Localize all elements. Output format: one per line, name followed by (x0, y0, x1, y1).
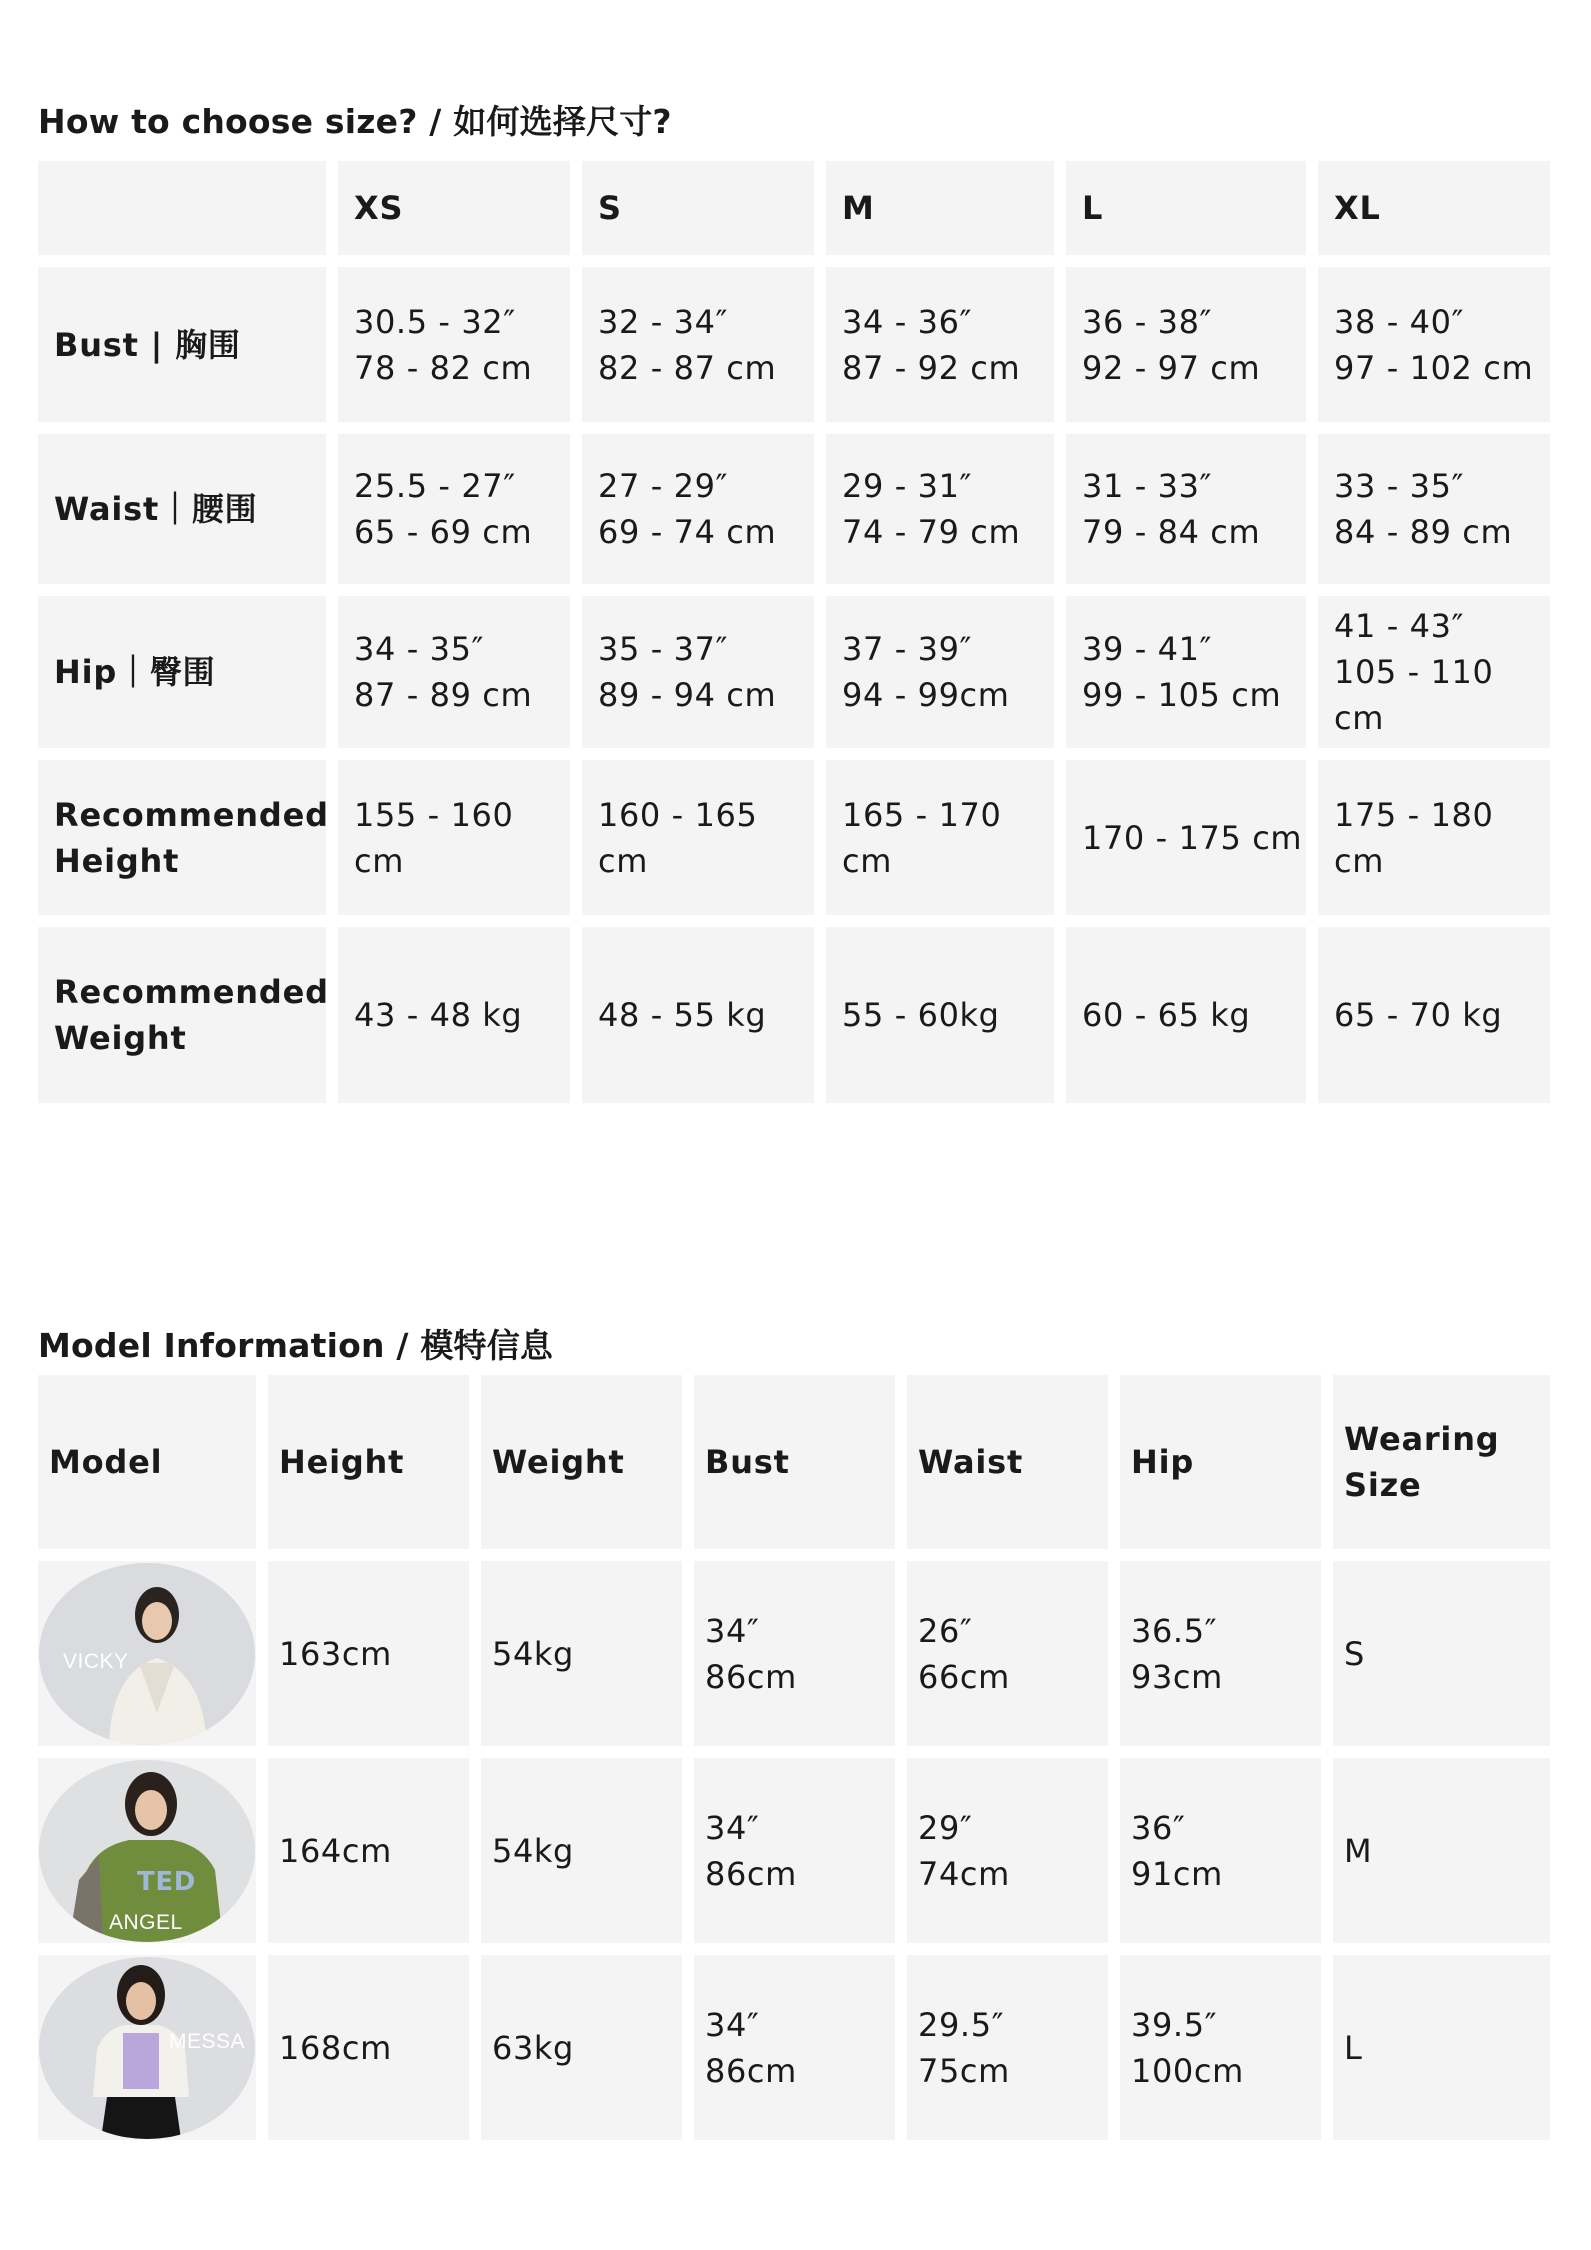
size-guide-corner-cell (38, 161, 326, 255)
model-photo-cell-angel (38, 1758, 256, 1943)
height-xs-cell: 155 - 160 cm (338, 760, 570, 915)
vicky-bust-cell: 34″ 86cm (694, 1561, 895, 1746)
angel-waist-cell: 29″ 74cm (907, 1758, 1108, 1943)
height-xl-cell: 175 - 180 cm (1318, 760, 1550, 915)
waist-xs-cell: 25.5 - 27″ 65 - 69 cm (338, 434, 570, 584)
model-photo-messa (39, 1957, 255, 2139)
height-m-cell: 165 - 170 cm (826, 760, 1054, 915)
model-info-title: Model Information / 模特信息 (38, 1326, 554, 1365)
hip-xs-cell: 34 - 35″ 87 - 89 cm (338, 596, 570, 748)
svg-text:TED: TED (137, 1866, 196, 1897)
row-label-bust: Bust | 胸围 (38, 267, 326, 422)
height-l-cell: 170 - 175 cm (1066, 760, 1306, 915)
messa-waist-cell: 29.5″ 75cm (907, 1955, 1108, 2140)
model-header-height: Height (268, 1375, 469, 1549)
angel-hip-cell: 36″ 91cm (1120, 1758, 1321, 1943)
row-label-hip: Hip｜臀围 (38, 596, 326, 748)
angel-weight-cell: 54kg (481, 1758, 682, 1943)
weight-s-cell: 48 - 55 kg (582, 927, 814, 1103)
weight-l-cell: 60 - 65 kg (1066, 927, 1306, 1103)
hip-s-cell: 35 - 37″ 89 - 94 cm (582, 596, 814, 748)
row-label-waist: Waist｜腰围 (38, 434, 326, 584)
model-header-model: Model (38, 1375, 256, 1549)
model-name-vicky: VICKY (63, 1649, 129, 1673)
model-photo-cell-messa (38, 1955, 256, 2140)
model-header-waist: Waist (907, 1375, 1108, 1549)
hip-l-cell: 39 - 41″ 99 - 105 cm (1066, 596, 1306, 748)
waist-s-cell: 27 - 29″ 69 - 74 cm (582, 434, 814, 584)
model-header-bust: Bust (694, 1375, 895, 1549)
vicky-height-cell: 163cm (268, 1561, 469, 1746)
model-photo-cell-vicky (38, 1561, 256, 1746)
size-header-xs: XS (338, 161, 570, 255)
size-guide-title: How to choose size? / 如何选择尺寸? (38, 102, 672, 141)
vicky-waist-cell: 26″ 66cm (907, 1561, 1108, 1746)
waist-m-cell: 29 - 31″ 74 - 79 cm (826, 434, 1054, 584)
bust-xs-cell: 30.5 - 32″ 78 - 82 cm (338, 267, 570, 422)
model-header-weight: Weight (481, 1375, 682, 1549)
waist-l-cell: 31 - 33″ 79 - 84 cm (1066, 434, 1306, 584)
row-label-recommended-weight: Recommended Weight (38, 927, 326, 1103)
angel-bust-cell: 34″ 86cm (694, 1758, 895, 1943)
model-header-hip: Hip (1120, 1375, 1321, 1549)
messa-bust-cell: 34″ 86cm (694, 1955, 895, 2140)
model-name-messa: MESSA (169, 2029, 246, 2053)
messa-hip-cell: 39.5″ 100cm (1120, 1955, 1321, 2140)
hip-xl-cell: 41 - 43″ 105 - 110 cm (1318, 596, 1550, 748)
vicky-hip-cell: 36.5″ 93cm (1120, 1561, 1321, 1746)
messa-size-cell: L (1333, 1955, 1550, 2140)
row-label-recommended-height: Recommended Height (38, 760, 326, 915)
model-header-wearing-size: Wearing Size (1333, 1375, 1550, 1549)
model-photo-vicky (39, 1563, 255, 1745)
height-s-cell: 160 - 165 cm (582, 760, 814, 915)
size-header-s: S (582, 161, 814, 255)
hip-m-cell: 37 - 39″ 94 - 99cm (826, 596, 1054, 748)
weight-m-cell: 55 - 60kg (826, 927, 1054, 1103)
bust-xl-cell: 38 - 40″ 97 - 102 cm (1318, 267, 1550, 422)
bust-l-cell: 36 - 38″ 92 - 97 cm (1066, 267, 1306, 422)
messa-height-cell: 168cm (268, 1955, 469, 2140)
messa-weight-cell: 63kg (481, 1955, 682, 2140)
size-header-m: M (826, 161, 1054, 255)
size-header-l: L (1066, 161, 1306, 255)
size-header-xl: XL (1318, 161, 1550, 255)
weight-xs-cell: 43 - 48 kg (338, 927, 570, 1103)
angel-height-cell: 164cm (268, 1758, 469, 1943)
vicky-weight-cell: 54kg (481, 1561, 682, 1746)
model-name-angel: ANGEL (109, 1910, 183, 1934)
vicky-size-cell: S (1333, 1561, 1550, 1746)
bust-s-cell: 32 - 34″ 82 - 87 cm (582, 267, 814, 422)
waist-xl-cell: 33 - 35″ 84 - 89 cm (1318, 434, 1550, 584)
weight-xl-cell: 65 - 70 kg (1318, 927, 1550, 1103)
bust-m-cell: 34 - 36″ 87 - 92 cm (826, 267, 1054, 422)
model-photo-angel (39, 1760, 255, 1942)
angel-size-cell: M (1333, 1758, 1550, 1943)
